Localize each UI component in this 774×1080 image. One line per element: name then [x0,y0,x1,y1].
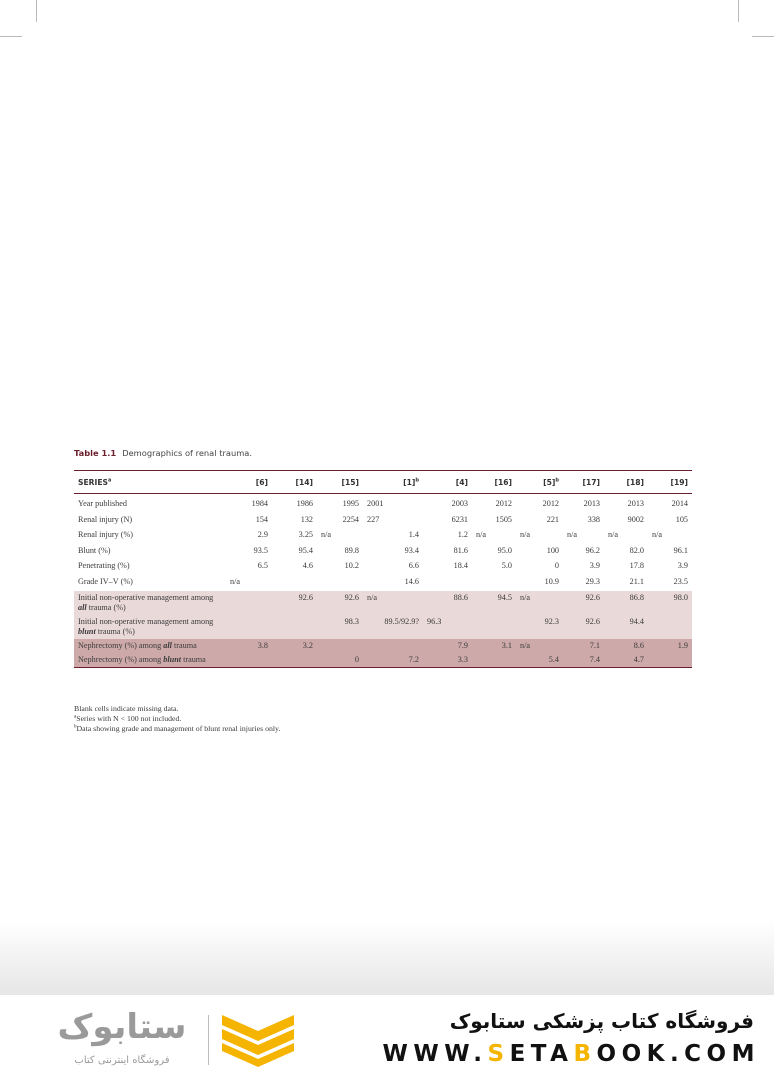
table-cell: 3.8 [226,639,272,653]
table-cell: 0 [554,561,559,570]
column-header: [6] [226,471,272,494]
table-cell [648,615,692,639]
table-cell: 88.6 [423,591,472,615]
table-cell: n/a [516,639,563,653]
row-label: Renal injury (N) [78,514,133,524]
row-label: Grade IV–V (%) [78,576,133,586]
table-cell: 82.0 [629,545,644,555]
table-cell: n/a [520,530,531,539]
table-cell: 1.9 [648,639,692,653]
table-cell: 92.3 [516,615,563,639]
table-cell: 18.4 [453,561,468,570]
table-cell: 14.6 [404,576,419,586]
table-row [74,591,692,615]
table-cell: n/a [363,591,423,615]
table-cell: 96.3 [423,615,472,639]
row-label: Initial non-operative management among blunt trauma (%) [74,615,226,639]
table-row [74,653,692,668]
table-cell: n/a [230,576,241,586]
table-cell: 105 [675,514,688,524]
table-cell: n/a [567,530,578,539]
table-cell: 8.6 [604,639,648,653]
table-caption [74,448,252,458]
table-cell: 132 [300,514,313,524]
column-header: [4] [423,471,472,494]
table-cell [226,591,272,615]
shop-url[interactable]: WWW.SETABOOK.COM [382,1041,760,1067]
crop-mark [738,0,739,22]
row-label: Initial non-operative management among all trauma (%) [74,591,226,615]
table-cell: 93.4 [404,545,419,555]
setabook-logo-subtitle: فروشگاه اینترنتی کتاب [74,1055,170,1066]
column-header: [14] [272,471,317,494]
table-cell: 10.2 [344,561,359,570]
table-cell: 94.5 [472,591,516,615]
table-row [74,558,692,574]
series-header: SERIES$^a$ [74,471,226,494]
table-cell: 1.4 [408,530,419,539]
table-cell: 92.6 [272,591,317,615]
table-cell: 100 [546,545,559,555]
table-cell: 6.5 [257,561,268,570]
table-cell: 3.3 [423,653,472,668]
table-cell: 3.1 [472,639,516,653]
table-footnotes [74,704,280,734]
table-cell: 94.4 [604,615,648,639]
table-cell: 95.0 [497,545,512,555]
table-cell [317,574,363,592]
footnote: $^b$Data showing grade and management of blunt renal injuries only. [74,724,281,733]
table-cell: 86.8 [604,591,648,615]
row-label: Nephrectomy (%) among all trauma [74,639,226,653]
row-label: Renal injury (%) [78,530,134,539]
table-cell: 95.4 [298,545,313,555]
table-cell: 3.2 [272,639,317,653]
column-header: [18] [604,471,648,494]
table-cell: 0 [317,653,363,668]
setabook-logo: ستابوک [57,1007,187,1047]
column-header: $[1]^b$ [363,471,423,494]
table-cell: 2003 [451,499,468,508]
table-row [74,543,692,559]
page-shadow [0,920,774,995]
table-cell: 96.1 [673,545,688,555]
table-row [74,494,692,512]
crop-mark [36,0,37,22]
table-cell: 2.9 [257,530,268,539]
row-label: Year published [78,499,127,508]
column-header: [19] [648,471,692,494]
table-cell: 227 [367,514,380,524]
table-cell [472,615,516,639]
table-cell [472,574,516,592]
footnote: Blank cells indicate missing data. [74,704,179,713]
table-label: Table 1.1 [74,448,117,458]
table-cell [272,574,317,592]
crop-mark [752,36,774,37]
table-cell: 2013 [627,499,644,508]
table-cell: 2012 [542,499,559,508]
table-cell: 7.9 [423,639,472,653]
table-cell: 89.5/92.9? [363,615,423,639]
table-cell: n/a [608,530,619,539]
table-cell: 4.6 [302,561,313,570]
table-cell: 4.7 [604,653,648,668]
table-cell: 21.1 [629,576,644,586]
table-cell: 154 [255,514,268,524]
table-cell [423,574,472,592]
table-cell: 1984 [251,499,268,508]
table-cell [317,639,363,653]
table-cell: 96.2 [585,545,600,555]
column-header: [15] [317,471,363,494]
divider [208,1015,209,1065]
table-cell: 2013 [583,499,600,508]
table-cell [272,653,317,668]
table-row [74,615,692,639]
row-label: Penetrating (%) [78,561,130,570]
table-header-row [74,471,692,494]
table-cell: 29.3 [585,576,600,586]
table-cell: 1995 [342,499,359,508]
row-label: Blunt (%) [78,545,111,555]
table-cell: 3.9 [589,561,600,570]
table-cell: 98.3 [317,615,363,639]
column-header: [16] [472,471,516,494]
footnote: $^a$Series with N < 100 not included. [74,714,182,723]
setabook-banner[interactable] [0,995,774,1080]
table-cell: 23.5 [673,576,688,586]
table-cell: 2012 [495,499,512,508]
table-cell: n/a [652,530,663,539]
column-header: [17] [563,471,604,494]
table-cell: 2014 [671,499,688,508]
table-cell: 2254 [342,514,359,524]
table-cell: 338 [587,514,600,524]
table-cell [226,653,272,668]
table-cell: 221 [546,514,559,524]
table-cell: 1986 [296,499,313,508]
table-cell: 7.4 [563,653,604,668]
table-cell: 93.5 [253,545,268,555]
table-cell [648,653,692,668]
table-cell: 10.9 [544,576,559,586]
table-cell: 92.6 [563,615,604,639]
table-title: Demographics of renal trauma. [122,448,253,458]
table-cell [272,615,317,639]
table-row [74,639,692,653]
table-cell: 6.6 [408,561,419,570]
table-row [74,527,692,543]
table-cell: 6231 [451,514,468,524]
crop-mark [0,36,22,37]
table-row [74,574,692,592]
table-cell: 1.2 [457,530,468,539]
table-cell: 17.8 [629,561,644,570]
table-cell [363,639,423,653]
table-cell: 3.9 [677,561,688,570]
column-header: $[5]^b$ [516,471,563,494]
table-cell: 7.2 [363,653,423,668]
table-row [74,512,692,528]
table-cell: 1505 [495,514,512,524]
table-cell [472,653,516,668]
table-cell: 3.25 [298,530,313,539]
table-cell: 92.6 [563,591,604,615]
table-cell: 81.6 [453,545,468,555]
table-cell: n/a [516,591,563,615]
table-cell: 2001 [367,499,384,508]
table-cell: 92.6 [317,591,363,615]
demographics-table [74,470,692,668]
table-cell: n/a [321,530,332,539]
table-cell [226,615,272,639]
shop-name: فروشگاه کتاب پزشکی ستابوک [449,1009,754,1033]
table-cell: 5.0 [501,561,512,570]
table-cell: 9002 [627,514,644,524]
table-cell: 98.0 [648,591,692,615]
table-cell: 7.1 [563,639,604,653]
table-cell: 89.8 [344,545,359,555]
row-label: Nephrectomy (%) among blunt trauma [74,653,226,668]
book-stack-icon [218,1009,298,1069]
table-cell: 5.4 [516,653,563,668]
table-cell: n/a [476,530,487,539]
